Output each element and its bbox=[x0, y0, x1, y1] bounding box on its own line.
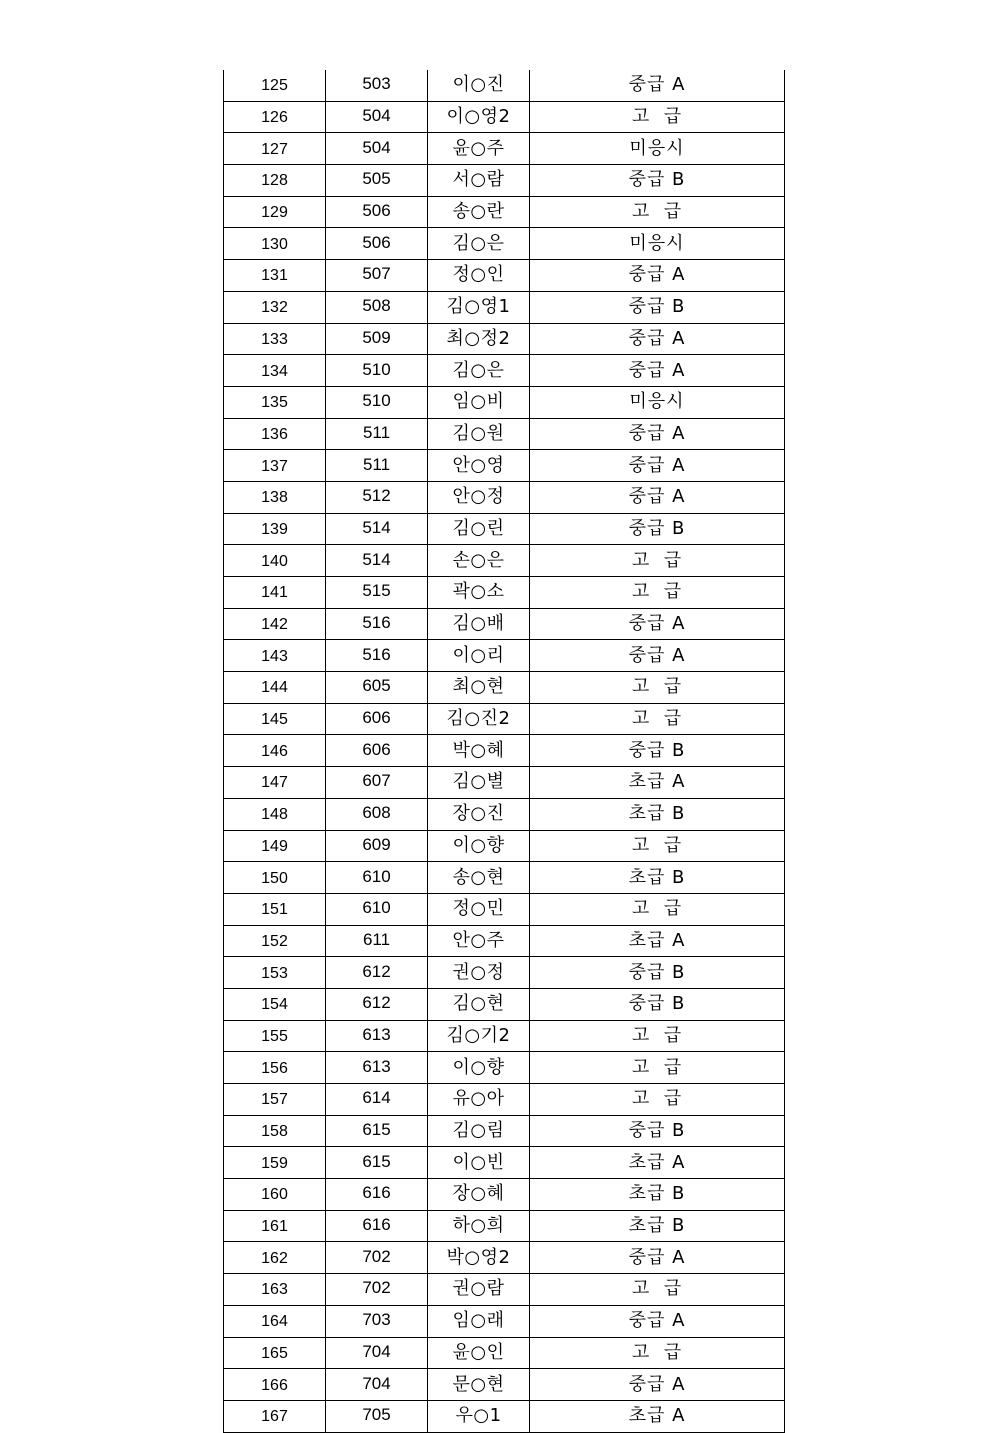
level-cell: 초급 A bbox=[530, 925, 785, 957]
table-row bbox=[224, 228, 785, 260]
row-number-cell: 145 bbox=[224, 703, 326, 735]
room-number-cell: 612 bbox=[326, 988, 428, 1020]
table-row bbox=[224, 1400, 785, 1432]
table-row bbox=[224, 1242, 785, 1274]
row-number-cell: 164 bbox=[224, 1305, 326, 1337]
room-number-cell: 509 bbox=[326, 323, 428, 355]
room-number-cell: 512 bbox=[326, 481, 428, 513]
table-row bbox=[224, 133, 785, 165]
row-number-cell: 153 bbox=[224, 957, 326, 989]
table-row bbox=[224, 513, 785, 545]
table-row bbox=[224, 577, 785, 609]
room-number-cell: 510 bbox=[326, 355, 428, 387]
row-number-cell: 131 bbox=[224, 260, 326, 292]
level-cell: 중급 A bbox=[530, 608, 785, 640]
name-cell: 안○정 bbox=[428, 481, 530, 513]
table-row bbox=[224, 1305, 785, 1337]
room-number-cell: 508 bbox=[326, 291, 428, 323]
name-cell: 김○진2 bbox=[428, 703, 530, 735]
room-number-cell: 702 bbox=[326, 1274, 428, 1306]
room-number-cell: 616 bbox=[326, 1179, 428, 1211]
level-cell: 고 급 bbox=[530, 196, 785, 228]
row-number-cell: 152 bbox=[224, 925, 326, 957]
row-number-cell: 146 bbox=[224, 735, 326, 767]
room-number-cell: 613 bbox=[326, 1052, 428, 1084]
results-table bbox=[223, 70, 785, 1433]
name-cell: 장○진 bbox=[428, 798, 530, 830]
level-cell: 고 급 bbox=[530, 703, 785, 735]
room-number-cell: 516 bbox=[326, 608, 428, 640]
row-number-cell: 163 bbox=[224, 1274, 326, 1306]
name-cell: 임○래 bbox=[428, 1305, 530, 1337]
name-cell: 손○은 bbox=[428, 545, 530, 577]
name-cell: 송○란 bbox=[428, 196, 530, 228]
level-cell: 중급 A bbox=[530, 323, 785, 355]
level-cell: 미응시 bbox=[530, 228, 785, 260]
row-number-cell: 147 bbox=[224, 767, 326, 799]
table-row bbox=[224, 1210, 785, 1242]
row-number-cell: 157 bbox=[224, 1084, 326, 1116]
level-cell: 고 급 bbox=[530, 830, 785, 862]
row-number-cell: 125 bbox=[224, 70, 326, 101]
row-number-cell: 135 bbox=[224, 386, 326, 418]
name-cell: 임○비 bbox=[428, 386, 530, 418]
name-cell: 최○정2 bbox=[428, 323, 530, 355]
table-row bbox=[224, 323, 785, 355]
level-cell: 초급 B bbox=[530, 1179, 785, 1211]
room-number-cell: 613 bbox=[326, 1020, 428, 1052]
level-cell: 고 급 bbox=[530, 1084, 785, 1116]
name-cell: 하○희 bbox=[428, 1210, 530, 1242]
row-number-cell: 129 bbox=[224, 196, 326, 228]
level-cell: 중급 A bbox=[530, 1242, 785, 1274]
level-cell: 중급 B bbox=[530, 513, 785, 545]
row-number-cell: 158 bbox=[224, 1115, 326, 1147]
name-cell: 권○람 bbox=[428, 1274, 530, 1306]
room-number-cell: 704 bbox=[326, 1369, 428, 1401]
name-cell: 서○람 bbox=[428, 165, 530, 197]
room-number-cell: 611 bbox=[326, 925, 428, 957]
name-cell: 이○향 bbox=[428, 830, 530, 862]
name-cell: 안○주 bbox=[428, 925, 530, 957]
table-row bbox=[224, 355, 785, 387]
table-row bbox=[224, 1179, 785, 1211]
level-cell: 초급 B bbox=[530, 1210, 785, 1242]
table-row bbox=[224, 196, 785, 228]
room-number-cell: 606 bbox=[326, 703, 428, 735]
table-row bbox=[224, 1337, 785, 1369]
table-row bbox=[224, 70, 785, 101]
room-number-cell: 606 bbox=[326, 735, 428, 767]
table-row bbox=[224, 545, 785, 577]
level-cell: 중급 B bbox=[530, 735, 785, 767]
row-number-cell: 160 bbox=[224, 1179, 326, 1211]
level-cell: 중급 B bbox=[530, 957, 785, 989]
row-number-cell: 136 bbox=[224, 418, 326, 450]
room-number-cell: 607 bbox=[326, 767, 428, 799]
level-cell: 중급 B bbox=[530, 165, 785, 197]
row-number-cell: 161 bbox=[224, 1210, 326, 1242]
name-cell: 박○혜 bbox=[428, 735, 530, 767]
room-number-cell: 514 bbox=[326, 513, 428, 545]
room-number-cell: 609 bbox=[326, 830, 428, 862]
table-row bbox=[224, 735, 785, 767]
name-cell: 김○은 bbox=[428, 228, 530, 260]
table-row bbox=[224, 672, 785, 704]
level-cell: 중급 A bbox=[530, 1305, 785, 1337]
room-number-cell: 511 bbox=[326, 450, 428, 482]
row-number-cell: 149 bbox=[224, 830, 326, 862]
room-number-cell: 608 bbox=[326, 798, 428, 830]
name-cell: 권○정 bbox=[428, 957, 530, 989]
name-cell: 김○배 bbox=[428, 608, 530, 640]
room-number-cell: 615 bbox=[326, 1115, 428, 1147]
level-cell: 고 급 bbox=[530, 1274, 785, 1306]
row-number-cell: 132 bbox=[224, 291, 326, 323]
table-row bbox=[224, 101, 785, 133]
room-number-cell: 503 bbox=[326, 70, 428, 101]
row-number-cell: 167 bbox=[224, 1400, 326, 1432]
level-cell: 초급 B bbox=[530, 862, 785, 894]
name-cell: 박○영2 bbox=[428, 1242, 530, 1274]
name-cell: 김○은 bbox=[428, 355, 530, 387]
room-number-cell: 610 bbox=[326, 862, 428, 894]
level-cell: 미응시 bbox=[530, 133, 785, 165]
table-row bbox=[224, 1020, 785, 1052]
row-number-cell: 166 bbox=[224, 1369, 326, 1401]
row-number-cell: 156 bbox=[224, 1052, 326, 1084]
row-number-cell: 159 bbox=[224, 1147, 326, 1179]
name-cell: 이○리 bbox=[428, 640, 530, 672]
name-cell: 유○아 bbox=[428, 1084, 530, 1116]
table-row bbox=[224, 640, 785, 672]
table-row bbox=[224, 925, 785, 957]
table-row bbox=[224, 1369, 785, 1401]
name-cell: 우○1 bbox=[428, 1400, 530, 1432]
row-number-cell: 148 bbox=[224, 798, 326, 830]
name-cell: 김○영1 bbox=[428, 291, 530, 323]
name-cell: 김○현 bbox=[428, 988, 530, 1020]
results-table-body bbox=[224, 70, 785, 1432]
table-row bbox=[224, 1147, 785, 1179]
level-cell: 중급 A bbox=[530, 418, 785, 450]
name-cell: 문○현 bbox=[428, 1369, 530, 1401]
row-number-cell: 138 bbox=[224, 481, 326, 513]
name-cell: 윤○주 bbox=[428, 133, 530, 165]
name-cell: 곽○소 bbox=[428, 577, 530, 609]
level-cell: 미응시 bbox=[530, 386, 785, 418]
level-cell: 중급 A bbox=[530, 640, 785, 672]
row-number-cell: 143 bbox=[224, 640, 326, 672]
table-row bbox=[224, 862, 785, 894]
room-number-cell: 506 bbox=[326, 228, 428, 260]
row-number-cell: 144 bbox=[224, 672, 326, 704]
row-number-cell: 141 bbox=[224, 577, 326, 609]
name-cell: 이○영2 bbox=[428, 101, 530, 133]
name-cell: 안○영 bbox=[428, 450, 530, 482]
room-number-cell: 610 bbox=[326, 893, 428, 925]
room-number-cell: 511 bbox=[326, 418, 428, 450]
row-number-cell: 139 bbox=[224, 513, 326, 545]
room-number-cell: 504 bbox=[326, 101, 428, 133]
row-number-cell: 137 bbox=[224, 450, 326, 482]
name-cell: 정○인 bbox=[428, 260, 530, 292]
row-number-cell: 151 bbox=[224, 893, 326, 925]
room-number-cell: 516 bbox=[326, 640, 428, 672]
room-number-cell: 615 bbox=[326, 1147, 428, 1179]
row-number-cell: 142 bbox=[224, 608, 326, 640]
name-cell: 김○별 bbox=[428, 767, 530, 799]
name-cell: 이○향 bbox=[428, 1052, 530, 1084]
table-row bbox=[224, 893, 785, 925]
table-row bbox=[224, 418, 785, 450]
row-number-cell: 130 bbox=[224, 228, 326, 260]
room-number-cell: 614 bbox=[326, 1084, 428, 1116]
row-number-cell: 154 bbox=[224, 988, 326, 1020]
level-cell: 중급 A bbox=[530, 1369, 785, 1401]
row-number-cell: 128 bbox=[224, 165, 326, 197]
row-number-cell: 155 bbox=[224, 1020, 326, 1052]
room-number-cell: 612 bbox=[326, 957, 428, 989]
name-cell: 이○빈 bbox=[428, 1147, 530, 1179]
table-row bbox=[224, 481, 785, 513]
row-number-cell: 126 bbox=[224, 101, 326, 133]
table-row bbox=[224, 608, 785, 640]
name-cell: 윤○인 bbox=[428, 1337, 530, 1369]
table-row bbox=[224, 830, 785, 862]
row-number-cell: 134 bbox=[224, 355, 326, 387]
room-number-cell: 510 bbox=[326, 386, 428, 418]
table-row bbox=[224, 386, 785, 418]
level-cell: 고 급 bbox=[530, 672, 785, 704]
row-number-cell: 127 bbox=[224, 133, 326, 165]
name-cell: 송○현 bbox=[428, 862, 530, 894]
table-row bbox=[224, 767, 785, 799]
name-cell: 장○혜 bbox=[428, 1179, 530, 1211]
results-table-container bbox=[223, 70, 784, 1433]
room-number-cell: 702 bbox=[326, 1242, 428, 1274]
level-cell: 중급 A bbox=[530, 355, 785, 387]
level-cell: 중급 B bbox=[530, 1115, 785, 1147]
room-number-cell: 616 bbox=[326, 1210, 428, 1242]
level-cell: 초급 A bbox=[530, 1147, 785, 1179]
row-number-cell: 165 bbox=[224, 1337, 326, 1369]
table-row bbox=[224, 1052, 785, 1084]
level-cell: 고 급 bbox=[530, 1337, 785, 1369]
room-number-cell: 505 bbox=[326, 165, 428, 197]
room-number-cell: 704 bbox=[326, 1337, 428, 1369]
room-number-cell: 504 bbox=[326, 133, 428, 165]
table-row bbox=[224, 165, 785, 197]
name-cell: 김○림 bbox=[428, 1115, 530, 1147]
level-cell: 중급 A bbox=[530, 70, 785, 101]
level-cell: 초급 B bbox=[530, 798, 785, 830]
table-row bbox=[224, 1084, 785, 1116]
level-cell: 초급 A bbox=[530, 1400, 785, 1432]
name-cell: 김○원 bbox=[428, 418, 530, 450]
level-cell: 고 급 bbox=[530, 1052, 785, 1084]
level-cell: 고 급 bbox=[530, 893, 785, 925]
room-number-cell: 605 bbox=[326, 672, 428, 704]
name-cell: 이○진 bbox=[428, 70, 530, 101]
level-cell: 중급 A bbox=[530, 450, 785, 482]
level-cell: 고 급 bbox=[530, 101, 785, 133]
name-cell: 최○현 bbox=[428, 672, 530, 704]
room-number-cell: 515 bbox=[326, 577, 428, 609]
row-number-cell: 150 bbox=[224, 862, 326, 894]
row-number-cell: 133 bbox=[224, 323, 326, 355]
table-row bbox=[224, 1274, 785, 1306]
level-cell: 중급 A bbox=[530, 260, 785, 292]
row-number-cell: 140 bbox=[224, 545, 326, 577]
name-cell: 김○린 bbox=[428, 513, 530, 545]
level-cell: 고 급 bbox=[530, 545, 785, 577]
row-number-cell: 162 bbox=[224, 1242, 326, 1274]
table-row bbox=[224, 798, 785, 830]
room-number-cell: 506 bbox=[326, 196, 428, 228]
name-cell: 정○민 bbox=[428, 893, 530, 925]
level-cell: 초급 A bbox=[530, 767, 785, 799]
room-number-cell: 514 bbox=[326, 545, 428, 577]
table-row bbox=[224, 291, 785, 323]
table-row bbox=[224, 260, 785, 292]
room-number-cell: 507 bbox=[326, 260, 428, 292]
room-number-cell: 703 bbox=[326, 1305, 428, 1337]
table-row bbox=[224, 1115, 785, 1147]
table-row bbox=[224, 450, 785, 482]
table-row bbox=[224, 988, 785, 1020]
level-cell: 고 급 bbox=[530, 1020, 785, 1052]
level-cell: 중급 B bbox=[530, 291, 785, 323]
room-number-cell: 705 bbox=[326, 1400, 428, 1432]
table-row bbox=[224, 957, 785, 989]
table-row bbox=[224, 703, 785, 735]
name-cell: 김○기2 bbox=[428, 1020, 530, 1052]
level-cell: 중급 A bbox=[530, 481, 785, 513]
level-cell: 고 급 bbox=[530, 577, 785, 609]
level-cell: 중급 B bbox=[530, 988, 785, 1020]
